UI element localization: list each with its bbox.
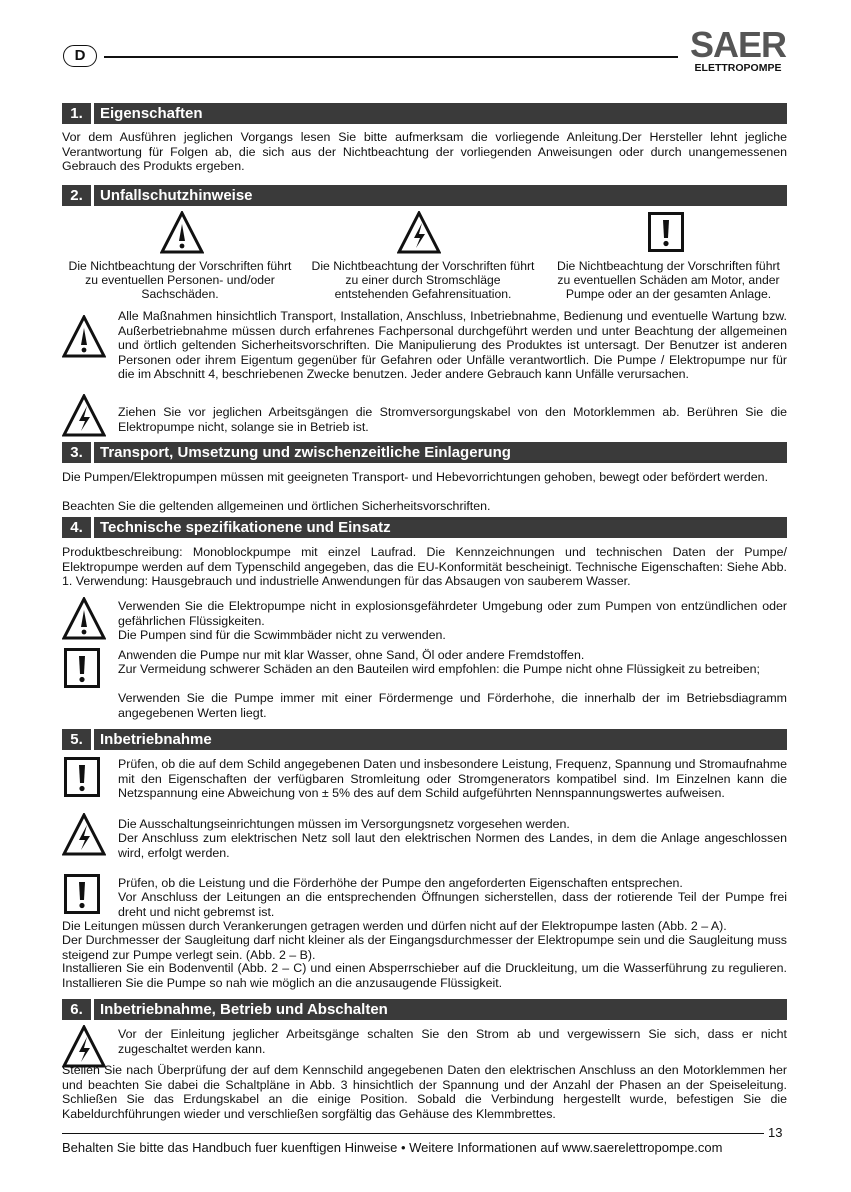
section-2-paragraph-2: Ziehen Sie vor jeglichen Arbeitsgängen die Stromversorgungskabel von den Motorklemmen ab. Berühren Sie die Elektropumpe nicht, solange sie in Betrieb ist. [118,405,787,434]
brand-name: SAER [689,24,787,65]
section-4-paragraph-1: Produktbeschreibung: Monoblockpumpe mit einzel Laufrad. Die Kennzeichnungen und technischen Daten der Pumpe/ Elektropumpe werden auf dem Typenschild angegeben, das die EU-Konformität bescheinigt. Technische Eigenschaften: Siehe Abb. 1. Verwendung: Hausgebrauch und industrielle Anwendungen für das Absaugen von sauberem Wasser. [62,545,787,589]
section-title: Transport, Umsetzung und zwischenzeitliche Einlagerung [94,442,787,463]
section-4-warning-1: Verwenden Sie die Elektropumpe nicht in explosionsgefährdeter Umgebung oder zum Pumpen von entzündlichen oder gefährlichen Flüssigkeiten. [118,599,787,628]
brand-subtitle: ELETTROPOMPE [694,62,782,74]
section-number: 6. [62,999,91,1020]
warning-text-3: Die Nichtbeachtung der Vorschriften führt zu eventuellen Schäden am Motor, ander Pumpe oder an der gesamten Anlage. [557,259,780,302]
header-rule [104,56,678,58]
warning-text-1: Die Nichtbeachtung der Vorschriften führt zu eventuellen Personen- und/oder Sachschäden. [68,259,292,302]
language-badge: D [63,45,97,67]
section-6-electric-1: Vor der Einleitung jeglicher Arbeitsgänge schalten Sie den Strom ab und vergewissern Sie sich, dass er nicht zugeschaltet werden kann. [118,1027,787,1056]
caution-box-icon [64,874,100,914]
brand-logo [686,24,790,74]
section-4-heading [62,517,787,538]
warning-triangle-icon [62,315,106,358]
electric-hazard-icon [62,813,106,856]
section-6-paragraph-1: Stellen Sie nach Überprüfung der auf dem Kennschild angegebenen Daten den elektrischen Anschluss an den Motorklemmen her und beachten Sie dabei die Schaltpläne in Abb. 3 hinsichtlich der Spannung und der Anzahl der Phasen an der Speiseleitung. Schließen Sie das Erdungskabel an die einige Position. Sobald die Verbindung hergestellt wurde, befestigen Sie die Kabeldurchführungen wieder und verschließen sorgfältig das Gehäuse des Klemmbrettes. [62,1063,787,1121]
section-number: 5. [62,729,91,750]
section-title: Inbetriebnahme, Betrieb und Abschalten [94,999,787,1020]
section-4-caution-2: Zur Vermeidung schwerer Schäden an den Bauteilen wird empfohlen: die Pumpe nicht ohne Flüssigkeit zu betreiben; [118,662,760,676]
section-5-heading [62,729,787,750]
warning-text-2: Die Nichtbeachtung der Vorschriften führt zu einer durch Stromschläge entstehenden Gefahrensituation. [311,259,535,302]
footer-rule [62,1133,764,1134]
section-number: 2. [62,185,91,206]
section-title: Technische spezifikationene und Einsatz [94,517,787,538]
section-3-paragraph-2: Beachten Sie die geltenden allgemeinen und örtlichen Sicherheitsvorschriften. [62,499,491,513]
section-3-heading [62,442,787,463]
electric-hazard-icon [397,211,441,254]
section-4-caution-1: Anwenden die Pumpe nur mit klar Wasser, ohne Sand, Öl oder andere Fremdstoffen. [118,648,585,662]
section-number: 1. [62,103,91,124]
section-5-paragraph-1: Die Leitungen müssen durch Verankerungen getragen werden und dürfen nicht auf der Elektropumpe lasten (Abb. 2 – A). [62,919,727,933]
section-title: Eigenschaften [94,103,787,124]
section-5-caution-2: Prüfen, ob die Leistung und die Förderhöhe der Pumpe den angeforderten Eigenschaften entsprechen. [118,876,683,890]
section-5-electric-1: Die Ausschaltungseinrichtungen müssen im Versorgungsnetz vorgesehen werden. [118,817,570,831]
section-5-caution-1: Prüfen, ob die auf dem Schild angegebenen Daten und insbesondere Leistung, Frequenz, Spannung und Stromaufnahme mit den Eigenschaften der verfügbaren Stromleitung oder Stromgenerators kompatibel sind. Im Einzelnen kann die Netzspannung eine Abweichung von ± 5% des auf dem Schild aufgeführten Nennspannungswertes aufweisen. [118,757,787,801]
section-title: Inbetriebnahme [94,729,787,750]
warning-triangle-icon [62,597,106,640]
section-title: Unfallschutzhinweise [94,185,787,206]
caution-box-icon [64,757,100,797]
section-1-heading [62,103,787,124]
page-number: 13 [768,1125,783,1140]
section-5-paragraph-2: Der Durchmesser der Saugleitung darf nicht kleiner als der Eingangsdurchmesser der Elektropumpe sein und die Saugleitung muss steigend zur Pumpe verlegt sein. (Abb. 2 – B). [62,933,787,962]
warning-triangle-icon [160,211,204,254]
section-1-text: Vor dem Ausführen jeglichen Vorgangs lesen Sie bitte aufmerksam die vorliegende Anleitung.Der Hersteller lehnt jegliche Verantwortung für Folgen ab, die sich aus der Nichtbeachtung der vorliegenden Anweisungen oder durch unangemessenen Gebrauch des Produkts ergeben. [62,130,787,174]
section-5-caution-3: Vor Anschluss der Leitungen an die entsprechenden Öffnungen sicherstellen, dass der rotierende Teil der Pumpe frei dreht und nicht gebremst ist. [118,890,787,919]
electric-hazard-icon [62,1025,106,1068]
section-6-heading [62,999,787,1020]
caution-box-icon [648,212,684,252]
section-2-heading [62,185,787,206]
section-number: 4. [62,517,91,538]
footer-text: Behalten Sie bitte das Handbuch fuer kuenftigen Hinweise • Weitere Informationen auf www.saerelettropompe.com [62,1140,723,1155]
section-3-paragraph-1: Die Pumpen/Elektropumpen müssen mit geeigneten Transport- und Hebevorrichtungen gehoben, bewegt oder befördert werden. [62,470,769,484]
section-4-warning-1b: Die Pumpen sind für die Scwimmbäder nicht zu verwenden. [118,628,446,642]
section-4-caution-3: Verwenden Sie die Pumpe immer mit einer Fördermenge und Förderhohe, die innerhalb der im Betriebsdiagramm angegebenen Werten liegt. [118,691,787,720]
section-2-paragraph-1: Alle Maßnahmen hinsichtlich Transport, Installation, Anschluss, Inbetriebnahme, Bedienung und eventuelle Wartung bzw. Außerbetriebnahme müssen durch erfahrenes Fachpersonal durchgeführt werden und unter Beachtung der allgemeinen und örtlich geltenden Sicherheitsvorschriften. Die Manipulierung des Produktes ist untersagt. Der Benutzer ist anderen Personen oder ihrem Eigentum gegenüber für Gefahren oder Unfälle verantwortlich. Die Pumpe / Elektropumpe nur für die im Abschnitt 4, beschriebenen Zwecke benutzen. Jeder andere Gebrauch kann Unfälle verursachen. [118,309,787,382]
section-5-paragraph-3: Installieren Sie ein Bodenventil (Abb. 2 – C) und einen Absperrschieber auf die Druckleitung, um die Wasserführung zu regulieren. Installieren Sie die Pumpe so nah wie möglich an die anzusaugende Flüssigkeit. [62,961,787,990]
electric-hazard-icon [62,394,106,437]
section-number: 3. [62,442,91,463]
section-5-electric-2: Der Anschluss zum elektrischen Netz soll laut den elektrischen Normen des Landes, in dem die Anlage angeschlossen wird, erfolgt werden. [118,831,787,860]
caution-box-icon [64,648,100,688]
